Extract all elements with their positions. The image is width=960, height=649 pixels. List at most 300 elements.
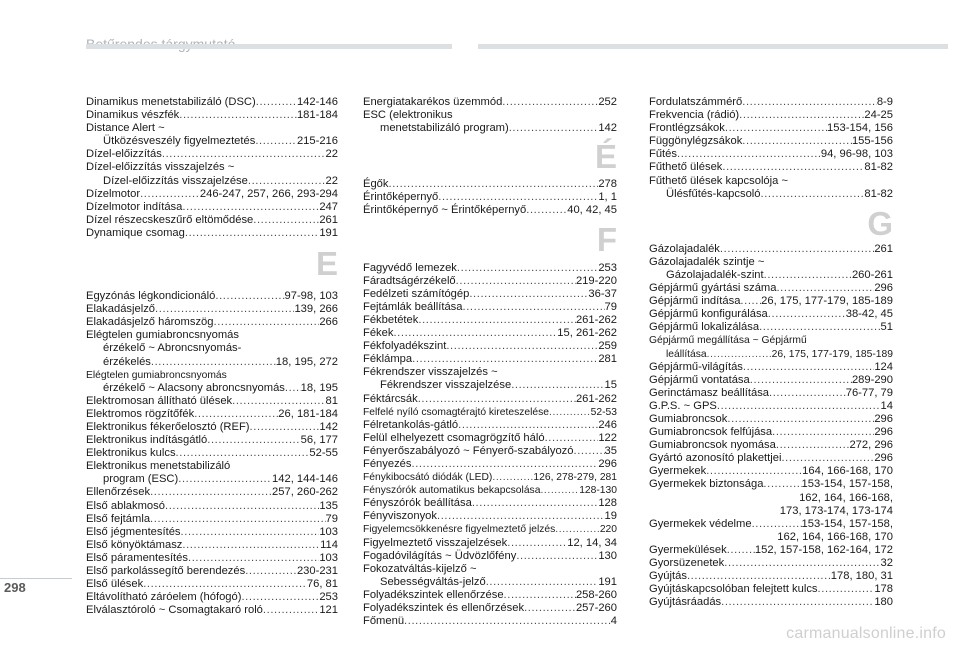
page-reference: 219-220: [575, 274, 617, 287]
page-reference: 32: [880, 557, 893, 569]
index-term: Első ablakmosó: [86, 499, 165, 512]
index-entry: [86, 96, 338, 109]
dot-leader: [504, 589, 576, 602]
dot-leader: [181, 526, 320, 539]
index-entry: [86, 604, 338, 617]
page-reference: 103: [319, 551, 338, 564]
index-term: Ütközésveszély figyelmeztetés: [103, 135, 256, 148]
dot-leader: [818, 583, 875, 596]
page-reference: 51: [880, 321, 893, 334]
page-reference: 122: [598, 431, 617, 444]
index-term: Gyermekek biztonsága: [649, 478, 764, 491]
index-entry: [363, 301, 617, 314]
page-reference: 260-261: [851, 268, 893, 281]
index-entry: [363, 458, 617, 471]
page-reference: 12, 14, 34: [567, 536, 617, 549]
index-block-e: [86, 290, 338, 617]
index-entry: [649, 596, 893, 609]
dot-leader: [725, 122, 827, 135]
page-number-rule: [0, 578, 72, 579]
index-entry: [363, 576, 617, 589]
page-reference: 94, 96-98, 103: [820, 148, 893, 161]
dot-leader: [194, 408, 278, 421]
index-entry: [649, 544, 893, 557]
dot-leader: [507, 537, 567, 550]
page-reference: 26, 175, 177-179, 185-189: [771, 348, 893, 360]
index-entry: [363, 484, 617, 497]
page-reference: 261-262: [575, 392, 617, 405]
dot-leader: [463, 301, 605, 314]
index-entry: ESC (elektronikus: [363, 109, 453, 122]
page-reference: 191: [598, 575, 617, 588]
index-entry: [649, 348, 893, 361]
dot-leader: [472, 497, 599, 510]
page-reference: 246: [598, 418, 617, 431]
index-entry: [649, 452, 893, 465]
dot-leader: [776, 439, 850, 452]
page-reference: 76-77, 79: [845, 386, 893, 399]
index-entry: [649, 135, 893, 148]
index-entry: [86, 227, 338, 240]
index-entry: [649, 426, 893, 439]
dot-leader: [418, 393, 576, 406]
dot-leader: [768, 308, 846, 321]
page-reference: 81-82: [864, 187, 893, 200]
page-reference: 4: [610, 615, 617, 628]
dot-leader: [740, 295, 761, 308]
index-term: Féktárcsák: [363, 392, 418, 405]
index-entry: [86, 109, 338, 122]
index-entry: [363, 523, 617, 536]
page-reference: 130: [598, 549, 617, 562]
page-reference: 24-25: [864, 109, 893, 122]
index-entry: [363, 340, 617, 353]
page-reference: 15, 261-262: [557, 327, 617, 340]
index-term: Felfelé nyíló csomagtérajtó kireteszelése: [363, 406, 550, 418]
page-reference: 114: [320, 538, 338, 551]
dot-leader: [761, 188, 865, 201]
index-entry: [649, 243, 893, 256]
dot-leader: [150, 513, 326, 526]
index-entry: [86, 316, 338, 329]
index-term: Fordulatszámmérő: [649, 96, 743, 108]
page-reference: 230-231: [296, 565, 338, 577]
page-reference: 296: [874, 426, 893, 439]
index-entry: [363, 550, 617, 563]
page-reference: 124: [874, 360, 893, 373]
page-reference: 52-53: [590, 406, 617, 418]
index-entry: [363, 445, 617, 458]
dot-leader: [764, 269, 852, 282]
dot-leader: [232, 395, 325, 408]
dot-leader: [540, 484, 579, 497]
page-reference: 152, 157-158, 162-164, 172: [754, 543, 893, 556]
dot-leader: [165, 500, 319, 513]
dot-leader: [162, 148, 326, 161]
index-term: Dynamique csomag: [86, 226, 185, 239]
index-term: Gyermekülések: [649, 543, 727, 556]
dot-leader: [469, 288, 588, 301]
dot-leader: [213, 316, 319, 329]
dot-leader: [707, 348, 772, 361]
index-entry: [363, 510, 617, 523]
index-term: Figyelemcsökkenésre figyelmeztető jelzés: [363, 524, 556, 536]
index-entry: [86, 188, 338, 201]
index-term: Fényszórók automatikus bekapcsolása: [363, 485, 541, 497]
page-reference: 128-130: [579, 485, 617, 497]
page-reference: 22: [325, 174, 338, 187]
index-term: Frekvencia (rádió): [649, 109, 740, 122]
dot-leader: [742, 96, 877, 109]
index-column-1: [86, 96, 338, 617]
index-term: Fogadóvilágítás ~ Üdvözlőfény: [363, 549, 517, 562]
dot-leader: [750, 374, 852, 387]
index-term: Ülésfűtés-kapcsoló: [666, 187, 761, 200]
index-entry: [363, 602, 617, 615]
index-entry: [363, 122, 617, 135]
index-entry: [363, 191, 617, 204]
page-reference: 153-154, 156: [827, 122, 893, 135]
index-term: Dízel-előizzítás: [86, 148, 162, 161]
page-reference: 180: [874, 596, 893, 609]
index-entry: [363, 615, 617, 628]
index-block-d: [86, 96, 338, 240]
index-term: Gyermekek: [649, 465, 707, 478]
page-reference: 153-154, 157-158,: [801, 517, 893, 530]
page-reference: 8-9: [876, 96, 893, 108]
dot-leader: [516, 550, 598, 563]
dot-leader: [776, 282, 874, 295]
dot-leader: [185, 227, 319, 240]
index-term: Fényviszonyok: [363, 510, 437, 523]
index-entry: érzékelő ~ Abroncsnyomás-: [103, 342, 242, 355]
index-term: Gépjármű lokalizálása: [649, 321, 760, 334]
index-entry: [86, 148, 338, 161]
page-reference: 142-146: [296, 96, 338, 108]
page-reference: 26, 175, 177-179, 185-189: [761, 295, 893, 308]
watermark-text: carmanualsonline.info: [786, 625, 946, 642]
index-term: Gumiabroncsok nyomása: [649, 439, 776, 452]
index-entry: [86, 135, 338, 148]
dot-leader: [759, 321, 880, 334]
index-entry: [363, 288, 617, 301]
page-number: 298: [4, 580, 26, 595]
index-term: menetstabilizáló program): [380, 122, 509, 135]
index-term: G.P.S. ~ GPS: [649, 399, 717, 412]
index-term: Eltávolítható záróelem (hófogó): [86, 591, 242, 604]
index-entry: [86, 214, 338, 227]
index-term: Elektronikus indításgátló: [86, 434, 208, 447]
page-reference: 1, 1: [598, 191, 617, 204]
index-term: Figyelmeztető visszajelzések: [363, 536, 508, 549]
index-term: Első páramentesítés: [86, 551, 188, 564]
dot-leader: [763, 478, 801, 491]
index-term: Érintőképernyő ~ Érintőképernyő: [363, 204, 527, 217]
dot-leader: [245, 565, 297, 578]
index-term: Főmenü: [363, 615, 405, 628]
index-column-2: [363, 96, 617, 628]
page-reference: 40, 42, 45: [567, 204, 617, 217]
index-entry: [86, 486, 338, 499]
index-entry: [86, 395, 338, 408]
dot-leader: [769, 387, 846, 400]
dot-leader: [717, 400, 881, 413]
dot-leader: [151, 356, 276, 369]
page-reference: 246-247, 257, 266, 293-294: [199, 187, 338, 200]
index-term: Fékrendszer visszajelzése: [380, 379, 512, 392]
index-entry: Gázolajadalék szintje ~: [649, 255, 765, 268]
page-reference: 121: [319, 604, 338, 617]
page-reference: 155-156: [851, 135, 893, 148]
section-letter-e-acute: É: [594, 138, 617, 176]
index-term: Gázolajadalék: [649, 242, 720, 255]
dot-leader: [241, 591, 319, 604]
index-term: Gyermekek védelme: [649, 517, 752, 530]
dot-leader: [687, 570, 831, 583]
index-entry: [86, 175, 338, 188]
page-reference: 252: [598, 96, 617, 108]
index-term: Fényszórók beállítása: [363, 497, 472, 510]
page-reference: 257, 260-262: [272, 486, 338, 499]
dot-leader: [509, 122, 599, 135]
index-entry: [649, 122, 893, 135]
dot-leader: [404, 615, 611, 628]
index-term: Gépjármű-világítás: [649, 360, 743, 373]
index-entry: [649, 295, 893, 308]
index-term: Első ülések: [86, 578, 144, 591]
page-reference: 56, 177: [300, 434, 338, 447]
dot-leader: [182, 201, 319, 214]
page-reference: 97-98, 103: [284, 290, 338, 303]
dot-leader: [285, 382, 301, 395]
page-reference: 36-37: [588, 287, 617, 300]
dot-leader: [418, 314, 576, 327]
dot-leader: [458, 419, 598, 432]
index-term: leállítása: [666, 348, 707, 360]
index-term: Fékbetétek: [363, 313, 419, 326]
page-reference: 258-260: [575, 588, 617, 601]
dot-leader: [437, 510, 605, 523]
page-reference: 253: [598, 261, 617, 274]
dot-leader: [677, 148, 821, 161]
index-term: Gépjármű gyártási száma: [649, 282, 777, 295]
index-entry: Fűthető ülések kapcsolója ~: [649, 174, 788, 187]
index-term: Fűtés: [649, 148, 677, 161]
page-reference: 261: [319, 213, 338, 226]
page-reference: 247: [319, 200, 338, 213]
index-entry: [649, 269, 893, 282]
index-entry: [363, 419, 617, 432]
dot-leader: [188, 552, 319, 565]
page-reference: 261: [874, 242, 893, 255]
dot-leader: [724, 557, 880, 570]
dot-leader: [412, 458, 599, 471]
index-term: Dinamikus menetstabilizáló (DSC): [86, 96, 256, 108]
page-reference: 76, 81: [306, 578, 338, 591]
index-term: Gépjármű konfigurálása: [649, 308, 768, 321]
index-entry: [363, 353, 617, 366]
dot-leader: [727, 544, 755, 557]
index-entry: [86, 578, 338, 591]
index-entry: [86, 201, 338, 214]
index-term: Gyújtásráadás: [649, 596, 722, 609]
index-entry: [649, 557, 893, 570]
index-entry: [649, 478, 893, 491]
dot-leader: [438, 191, 598, 204]
index-entry: Elégtelen gumiabroncsnyomás: [86, 369, 227, 381]
index-term: Fénykibocsátó diódák (LED): [363, 472, 493, 484]
index-term: Frontlégzsákok: [649, 122, 725, 135]
dot-leader: [140, 188, 200, 201]
dot-leader: [207, 434, 300, 447]
dot-leader: [772, 426, 874, 439]
page-reference: 153-154, 157-158,: [801, 478, 893, 491]
dot-leader: [263, 604, 319, 617]
dot-leader: [182, 539, 320, 552]
index-term: Gázolajadalék-szint: [666, 268, 764, 281]
page-reference: 35: [604, 444, 617, 457]
index-entry: [649, 321, 893, 334]
index-entry: [649, 282, 893, 295]
index-entry: [649, 308, 893, 321]
index-term: érzékelés: [103, 355, 151, 368]
index-entry: [363, 178, 617, 191]
index-entry: [649, 465, 893, 478]
dot-leader: [781, 452, 874, 465]
index-block-f: [363, 262, 617, 629]
dot-leader: [176, 447, 310, 460]
dot-leader: [549, 406, 591, 419]
index-term: Gyújtás: [649, 570, 687, 583]
page-reference: 272, 296: [849, 439, 893, 452]
dot-leader: [742, 135, 852, 148]
index-term: Féklámpa: [363, 353, 413, 366]
dot-leader: [155, 303, 294, 316]
dot-leader: [150, 486, 272, 499]
page-reference: 81-82: [864, 161, 893, 174]
index-term: program (ESC): [103, 473, 179, 486]
dot-leader: [511, 379, 604, 392]
index-term: Elektromosan állítható ülések: [86, 394, 233, 407]
index-term: Ellenőrzések: [86, 486, 151, 499]
index-term: Gyorsüzenetek: [649, 557, 725, 569]
index-entry: [363, 471, 617, 484]
page-reference: 164, 166-168, 170: [802, 465, 893, 478]
page-reference: 19: [604, 510, 617, 523]
index-entry: [363, 393, 617, 406]
index-entry: Elektronikus menetstabilizáló: [86, 460, 231, 473]
index-entry: [363, 96, 617, 109]
index-entry: [649, 148, 893, 161]
page-reference: 215-216: [296, 135, 338, 148]
header-rule-left: [86, 44, 452, 49]
index-entry: [363, 262, 617, 275]
index-term: Elakadásjelző háromszög: [86, 316, 214, 329]
section-letter-e: E: [315, 245, 338, 283]
index-entry: Fokozatváltás-kijelző ~: [363, 562, 477, 575]
index-term: Első fejtámla: [86, 512, 151, 525]
index-entry: Distance Alert ~: [86, 122, 165, 135]
index-term: Gyújtáskapcsolóban felejtett kulcs: [649, 583, 818, 596]
index-entry: [649, 387, 893, 400]
page-reference: 135: [319, 499, 338, 512]
dot-leader: [446, 340, 598, 353]
dot-leader: [706, 465, 802, 478]
page-reference: 142: [319, 420, 338, 433]
page-reference: 178: [874, 583, 893, 596]
dot-leader: [752, 518, 802, 531]
index-term: Dízel részecskeszűrő eltömődése: [86, 213, 254, 226]
page-reference: 281: [598, 353, 617, 366]
index-entry: [363, 432, 617, 445]
index-term: Fényezés: [363, 457, 412, 470]
index-entry: [649, 361, 893, 374]
dot-leader: [457, 262, 598, 275]
index-entry: Fékrendszer visszajelzés ~: [363, 366, 498, 379]
index-term: Fejtámlák beállítása: [363, 300, 463, 313]
page-reference: 266: [319, 316, 338, 329]
index-term: Gépjármű indítása: [649, 295, 741, 308]
dot-leader: [722, 161, 864, 174]
index-block-g: [649, 243, 893, 610]
page-reference: 15: [604, 379, 617, 392]
index-entry: [649, 413, 893, 426]
dot-leader: [143, 578, 307, 591]
index-term: Felül elhelyezett csomagrögzítő háló: [363, 431, 545, 444]
page-reference: 52-55: [309, 447, 338, 460]
page-reference: 79: [325, 512, 338, 525]
index-entry: [86, 434, 338, 447]
page-reference: 289-290: [851, 373, 893, 386]
index-entry: [363, 327, 617, 340]
index-entry: [649, 583, 893, 596]
page-reference: 296: [874, 412, 893, 425]
index-term: Energiatakarékos üzemmód: [363, 96, 503, 108]
page-reference: 18, 195: [300, 381, 338, 394]
index-entry: [649, 570, 893, 583]
page-reference: 220: [599, 524, 617, 536]
index-entry: [86, 303, 338, 316]
page-reference: 142, 144-146: [272, 473, 338, 486]
dot-leader: [739, 109, 864, 122]
index-term: Gyártó azonosító plakettjei: [649, 452, 782, 465]
index-entry: [649, 161, 893, 174]
index-term: Érintőképernyő: [363, 191, 439, 204]
index-entry: Dízel-előizzítás visszajelzés ~: [86, 161, 235, 174]
index-entry: [86, 382, 338, 395]
index-entry: [86, 565, 338, 578]
index-term: Fényerőszabályozó ~ Fényerő-szabályozó: [363, 444, 574, 457]
index-term: érzékelő ~ Alacsony abroncsnyomás: [103, 381, 285, 394]
dot-leader: [412, 353, 598, 366]
index-term: Elektronikus fékerőelosztó (REF): [86, 420, 250, 433]
index-term: Gumiabroncsok felfújása: [649, 426, 773, 439]
index-block-f-cont: [649, 96, 893, 201]
dot-leader: [248, 175, 326, 188]
index-term: Első könyöktámasz: [86, 538, 183, 551]
index-entry: [363, 379, 617, 392]
index-entry: [363, 406, 617, 419]
page-reference: 278: [598, 178, 617, 191]
index-entry: [86, 500, 338, 513]
index-term: Egyzónás légkondicionáló: [86, 290, 216, 303]
index-block-e-acute: [363, 178, 617, 217]
index-entry: [86, 591, 338, 604]
page-reference: 142: [598, 122, 617, 135]
page-reference: 22: [325, 148, 338, 161]
page-reference: 296: [598, 457, 617, 470]
dot-leader: [720, 243, 874, 256]
